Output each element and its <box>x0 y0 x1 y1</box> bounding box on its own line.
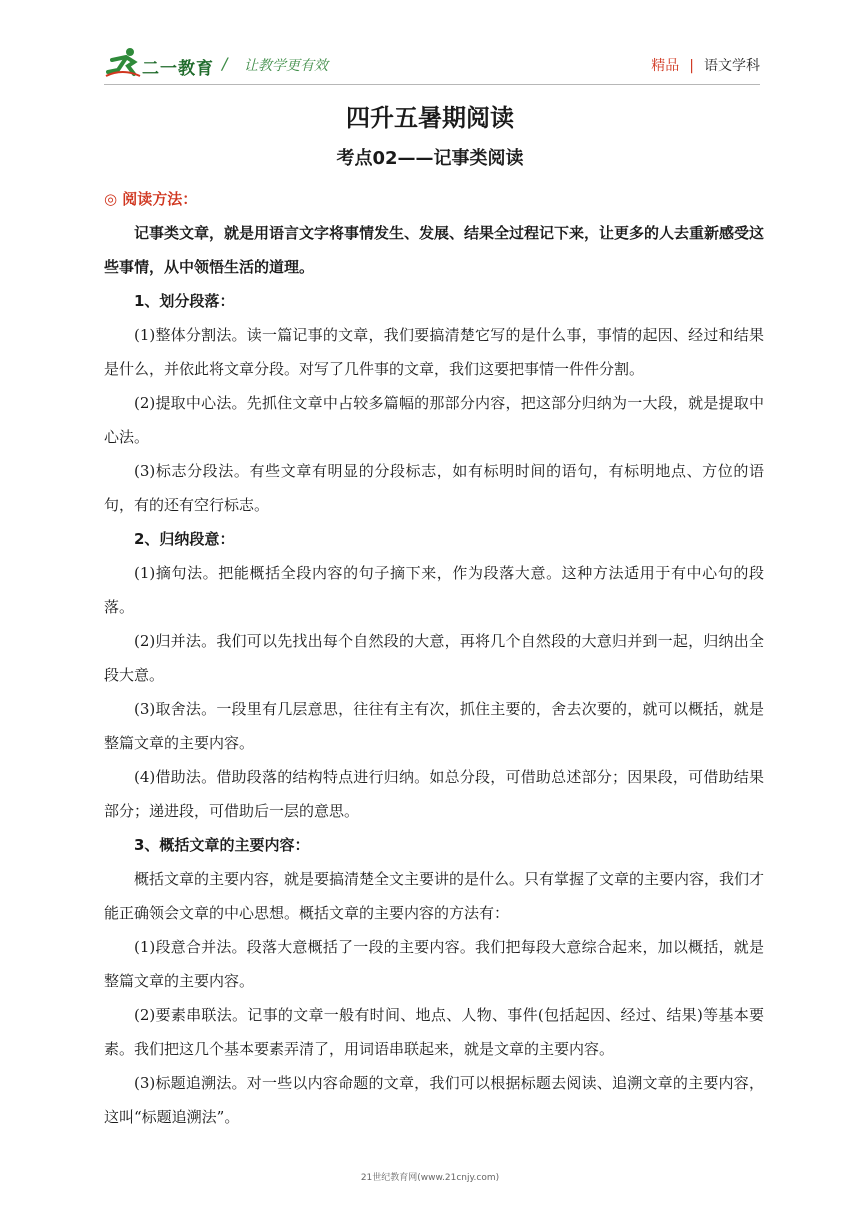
header-rule <box>104 84 760 85</box>
method-paragraph: (1)摘句法。把能概括全段内容的句子摘下来，作为段落大意。这种方法适用于有中心句的段落。 <box>104 564 764 616</box>
header-separator: | <box>689 58 694 74</box>
heading-divide-paragraphs: 1、划分段落： <box>134 292 235 310</box>
header-slash: / <box>222 54 228 73</box>
runner-logo-icon <box>104 46 144 80</box>
method-paragraph: (2)提取中心法。先抓住文章中占较多篇幅的那部分内容，把这部分归纳为一大段，就是提取中心法。 <box>104 394 764 446</box>
intro-paragraph: 记事类文章，就是用语言文字将事情发生、发展、结果全过程记下来，让更多的人去重新感受这些事情，从中领悟生活的道理。 <box>104 224 765 276</box>
logo <box>104 46 254 80</box>
page-footer: 21世纪教育网(www.21cnjy.com) <box>360 1173 500 1183</box>
quality-label: 精品 <box>651 58 680 74</box>
page-subtitle: 考点02——记事类阅读 <box>336 148 524 169</box>
header-slogan: 让教学更有效 <box>244 58 328 74</box>
method-paragraph: (3)标题追溯法。对一些以内容命题的文章，我们可以根据标题去阅读、追溯文章的主要内容，这叫“标题追溯法”。 <box>104 1074 764 1126</box>
body-paragraph: 概括文章的主要内容，就是要搞清楚全文主要讲的是什么。只有掌握了文章的主要内容，我们才能正确领会文章的中心思想。概括文章的主要内容的方法有： <box>104 870 765 922</box>
method-paragraph: (3)取舍法。一段里有几层意思，往往有主有次，抓住主要的，舍去次要的，就可以概括，就是整篇文章的主要内容。 <box>104 700 764 752</box>
method-paragraph: (2)要素串联法。记事的文章一般有时间、地点、人物、事件(包括起因、经过、结果)等基本要素。我们把这几个基本要素弄清了，用词语串联起来，就是文章的主要内容。 <box>104 1006 764 1058</box>
logo-text: 二一教育 <box>142 59 214 79</box>
heading-summarize-paragraph: 2、归纳段意： <box>134 530 235 548</box>
section-heading: ◎ 阅读方法： <box>104 190 198 208</box>
method-paragraph: (4)借助法。借助段落的结构特点进行归纳。如总分段，可借助总述部分；因果段，可借助结果部分；递进段，可借助后一层的意思。 <box>104 768 764 820</box>
subject-label: 语文学科 <box>704 58 760 74</box>
method-paragraph: (1)段意合并法。段落大意概括了一段的主要内容。我们把每段大意综合起来，加以概括，就是整篇文章的主要内容。 <box>104 938 764 990</box>
heading-main-content: 3、概括文章的主要内容： <box>134 836 310 854</box>
method-paragraph: (2)归并法。我们可以先找出每个自然段的大意，再将几个自然段的大意归并到一起，归纳出全段大意。 <box>104 632 764 684</box>
page-title: 四升五暑期阅读 <box>346 104 514 132</box>
header-right <box>651 55 760 75</box>
page-header <box>104 46 760 82</box>
method-paragraph: (1)整体分割法。读一篇记事的文章，我们要搞清楚它写的是什么事，事情的起因、经过和结果是什么，并依此将文章分段。对写了几件事的文章，我们这要把事情一件件分割。 <box>104 326 764 378</box>
method-paragraph: (3)标志分段法。有些文章有明显的分段标志，如有标明时间的语句，有标明地点、方位的语句，有的还有空行标志。 <box>104 462 764 514</box>
document-body <box>104 182 764 1134</box>
